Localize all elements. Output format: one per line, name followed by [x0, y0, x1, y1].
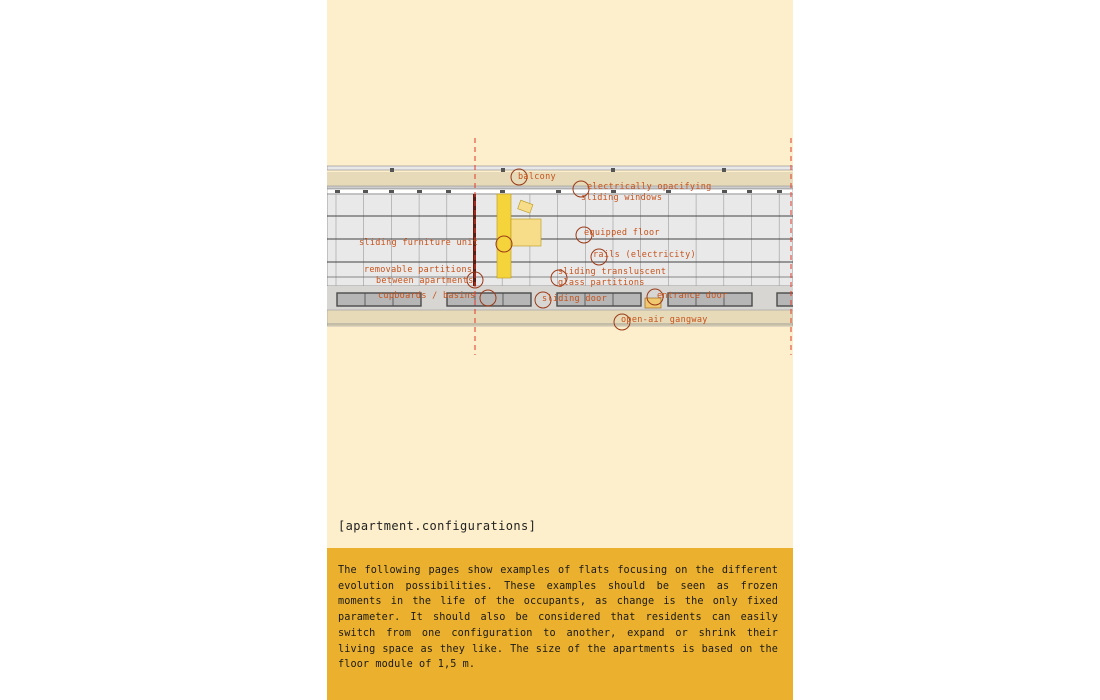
label-partitions-line2: between apartments: [376, 276, 474, 286]
label-glass-line2: glass partitions: [558, 278, 645, 288]
section-title: [apartment.configurations]: [338, 519, 537, 533]
label-gangway: open-air gangway: [621, 315, 708, 325]
label-cupboards: cupboards / basins: [378, 291, 476, 301]
label-windows-line2: sliding windows: [581, 193, 663, 203]
sliding-windows: [327, 189, 793, 194]
label-equipped-floor: equipped floor: [584, 228, 660, 238]
facade-line: [327, 186, 793, 189]
label-entrance-door: entrance door: [657, 291, 728, 301]
label-furniture-unit: sliding furniture unit: [359, 238, 479, 248]
description-panel: [327, 548, 793, 700]
floor-plan-diagram: [327, 0, 793, 520]
document-page: [327, 0, 793, 700]
label-glass-line1: sliding transluscent: [558, 267, 667, 277]
label-rails: rails (electricity): [593, 250, 696, 260]
description-text: The following pages show examples of flats focusing on the different evolution possibilities. These examples should be seen as frozen moments in the life of the occupants, as change is the only fixed parameter. It should also be considered that residents can easily switch from one configuration to another, expand or shrink their living space as they like. The size of the apartments is based on the floor module of 1,5 m.: [338, 565, 778, 671]
label-balcony: balcony: [518, 172, 556, 182]
label-sliding-door: sliding door: [542, 294, 608, 304]
label-windows-line1: electrically opacifying: [587, 182, 712, 192]
balcony-floor: [327, 172, 793, 186]
label-partitions-line1: removable partitions: [364, 265, 473, 275]
